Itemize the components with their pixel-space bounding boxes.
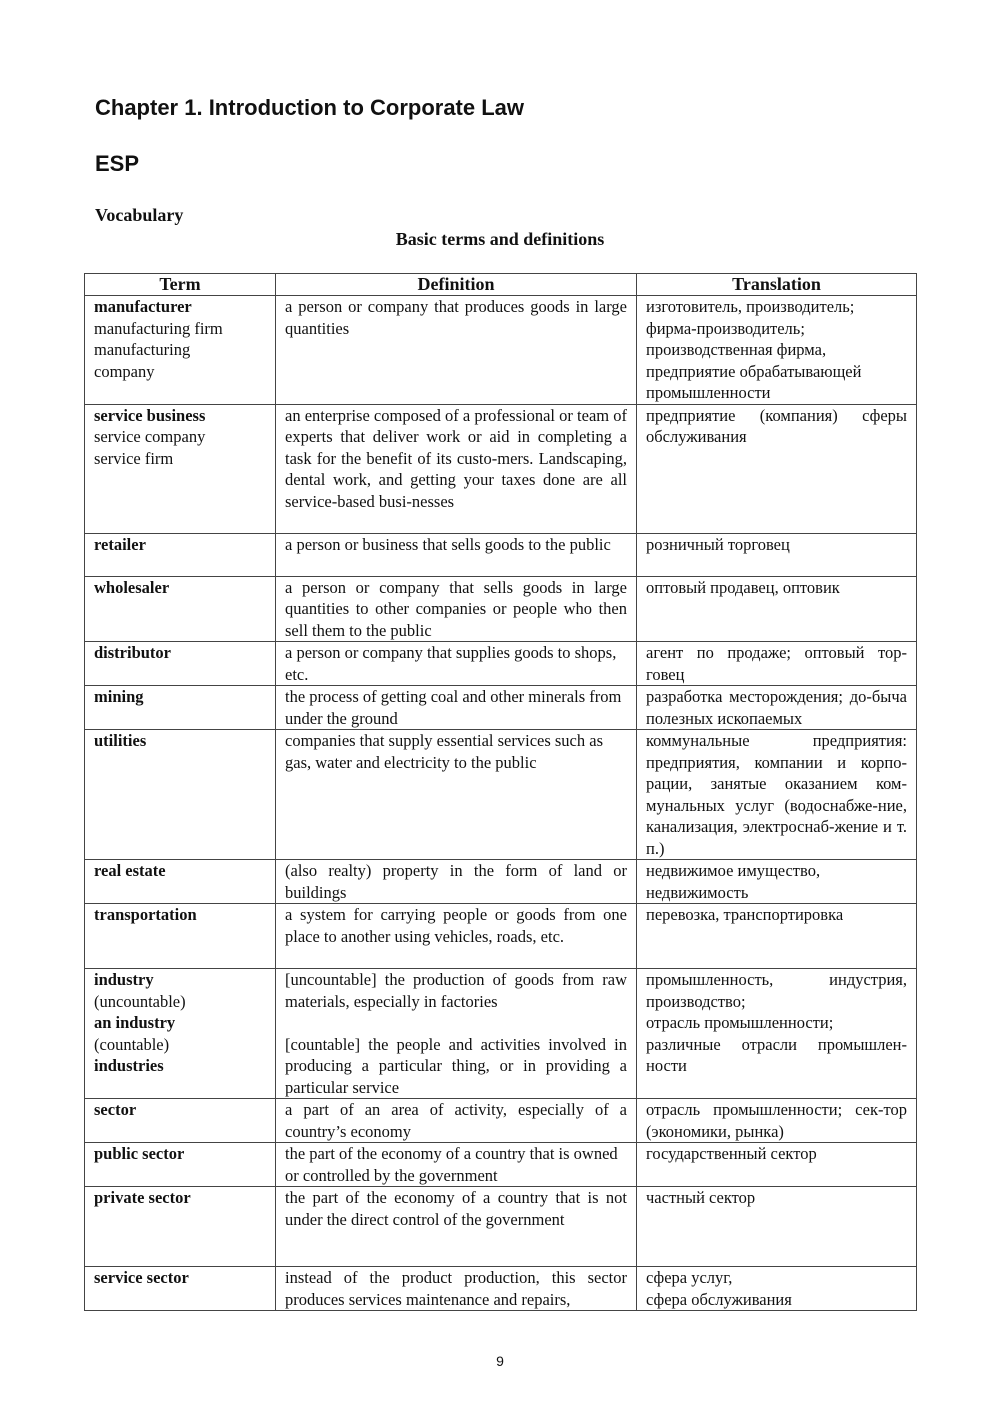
term: retailer xyxy=(94,534,146,554)
term-cell xyxy=(85,576,276,642)
translation-cell xyxy=(637,1143,917,1187)
translation-cell xyxy=(637,730,917,860)
definition-cell xyxy=(276,533,637,576)
term-cell xyxy=(85,1099,276,1143)
term-variant: service company xyxy=(94,427,206,446)
term-variant: manufacturing firm xyxy=(94,318,223,338)
term-cell xyxy=(85,1187,276,1267)
table-row xyxy=(85,969,917,1099)
translation-cell xyxy=(637,686,917,730)
definition-text: [countable] the people and activities involved in producing a particular thing, or in providing a particular service xyxy=(285,1034,627,1097)
definition-spacer xyxy=(285,1012,627,1034)
definition-text: a person or company that sells goods in large quantities to other companies or people who then sell them to the public xyxy=(285,577,627,640)
definition-text: a system for carrying people or goods from one place to another using vehicles, roads, etc. xyxy=(285,905,627,946)
term: distributor xyxy=(94,643,172,662)
term-cell xyxy=(85,1143,276,1187)
table-row xyxy=(85,404,917,533)
term: manufacturer xyxy=(94,297,192,316)
term-cell xyxy=(85,642,276,686)
section-heading: ESP xyxy=(95,151,140,176)
table-row xyxy=(85,904,917,969)
definition-cell xyxy=(276,404,637,533)
definition-cell xyxy=(276,1267,637,1311)
term-cell xyxy=(85,686,276,730)
term-cell xyxy=(85,969,276,1099)
term: sector xyxy=(94,1100,137,1119)
translation-cell xyxy=(637,904,917,969)
header-definition: Definition xyxy=(276,274,637,296)
table-row xyxy=(85,1267,917,1311)
subsection-heading: Vocabulary xyxy=(95,205,184,225)
definition-cell xyxy=(276,296,637,405)
term: real estate xyxy=(94,861,166,880)
definition-text: a person or company that supplies goods to shops, etc. xyxy=(285,643,617,684)
translation-text: перевозка, транспортировка xyxy=(646,905,844,924)
term-variant: manufacturing xyxy=(94,340,191,359)
translation-text: агент по продаже; оптовый тор-говец xyxy=(646,643,907,684)
definition-text: companies that supply essential services such as gas, water and electricity to the public xyxy=(285,731,604,772)
definition-text: the process of getting coal and other minerals from under the ground xyxy=(285,687,622,728)
table-row xyxy=(85,296,917,405)
translation-text: изготовитель, производитель; фирма-производитель; производственная фирма, предприятие обрабатывающей промышленности xyxy=(646,297,862,402)
translation-text: сфера услуг, xyxy=(646,1268,733,1287)
term: industries xyxy=(94,1056,164,1075)
table-row xyxy=(85,642,917,686)
term-cell xyxy=(85,860,276,904)
definition-cell xyxy=(276,904,637,969)
term: wholesaler xyxy=(94,577,170,597)
definition-text: an enterprise composed of a professional or team of experts that deliver work or aid in completing a task for the benefit of its custo-mers. Landscaping, dental work, and getting your taxes done are all service-based busi-nesses xyxy=(285,405,627,511)
definition-text: (also realty) property in the form of land or buildings xyxy=(285,861,627,902)
chapter-title: Chapter 1. Introduction to Corporate Law xyxy=(95,95,525,120)
table-row xyxy=(85,576,917,642)
term: industry xyxy=(94,970,154,989)
definition-text: a part of an area of activity, especially of a country’s economy xyxy=(285,1100,627,1141)
definition-cell xyxy=(276,1187,637,1267)
term-cell xyxy=(85,533,276,576)
term-cell xyxy=(85,404,276,533)
term-note: (uncountable) xyxy=(94,991,186,1011)
translation-cell xyxy=(637,1267,917,1311)
definition-cell xyxy=(276,1143,637,1187)
term: service business xyxy=(94,405,206,425)
term: utilities xyxy=(94,731,147,750)
translation-text: отрасль промышленности; сек-тор (экономики, рынка) xyxy=(646,1100,907,1141)
translation-text: предприятие (компания) сферы обслуживания xyxy=(646,405,907,446)
definition-cell xyxy=(276,642,637,686)
translation-cell xyxy=(637,860,917,904)
translation-cell xyxy=(637,404,917,533)
definition-text: a person or business that sells goods to the public xyxy=(285,534,611,554)
table-caption: Basic terms and definitions xyxy=(395,229,605,249)
table-row xyxy=(85,730,917,860)
translation-cell xyxy=(637,969,917,1099)
table-row xyxy=(85,1187,917,1267)
definition-cell xyxy=(276,730,637,860)
term: an industry xyxy=(94,1013,176,1032)
translation-text: частный сектор xyxy=(646,1188,756,1207)
header-translation: Translation xyxy=(637,274,917,296)
translation-text: различные отрасли промышлен-ности xyxy=(646,1034,907,1075)
translation-text: разработка месторождения; до-быча полезных ископаемых xyxy=(646,687,907,728)
term: private sector xyxy=(94,1188,191,1207)
term: mining xyxy=(94,687,144,706)
term-variant: company xyxy=(94,361,155,381)
term-cell xyxy=(85,1267,276,1311)
definition-text: a person or company that produces goods in large quantities xyxy=(285,297,627,338)
translation-text: государственный сектор xyxy=(646,1144,817,1163)
translation-text: сфера обслуживания xyxy=(646,1289,792,1309)
table-row xyxy=(85,860,917,904)
translation-cell xyxy=(637,1099,917,1143)
translation-text: недвижимое имущество, недвижимость xyxy=(646,861,821,902)
table-row xyxy=(85,1099,917,1143)
term-note: (countable) xyxy=(94,1034,170,1054)
translation-cell xyxy=(637,533,917,576)
translation-cell xyxy=(637,642,917,686)
definition-cell xyxy=(276,576,637,642)
vocabulary-table xyxy=(84,273,917,1311)
definition-cell xyxy=(276,969,637,1099)
header-term: Term xyxy=(85,274,276,296)
definition-text: instead of the product production, this sector produces services maintenance and repairs, xyxy=(285,1268,627,1309)
translation-text: коммунальные предприятия: предприятия, компании и корпо-рации, занятые оказанием ком-мунальных услуг (водоснабже-ние, канализация, электроснаб-жение и т. п.) xyxy=(646,731,907,858)
translation-text: промышленность, индустрия, производство; xyxy=(646,970,907,1011)
term-cell xyxy=(85,730,276,860)
term: public sector xyxy=(94,1144,185,1163)
definition-cell xyxy=(276,1099,637,1143)
term-cell xyxy=(85,904,276,969)
table-row xyxy=(85,533,917,576)
translation-cell xyxy=(637,296,917,405)
table-row xyxy=(85,686,917,730)
definition-text: the part of the economy of a country that is not under the direct control of the government xyxy=(285,1188,627,1229)
term-cell xyxy=(85,296,276,405)
definition-text: [uncountable] the production of goods from raw materials, especially in factories xyxy=(285,970,627,1011)
definition-cell xyxy=(276,860,637,904)
table-header-row xyxy=(85,274,917,296)
definition-text: the part of the economy of a country that is owned or controlled by the government xyxy=(285,1144,618,1185)
term-variant: service firm xyxy=(94,448,174,468)
term: transportation xyxy=(94,905,197,924)
definition-cell xyxy=(276,686,637,730)
translation-cell xyxy=(637,1187,917,1267)
translation-text: оптовый продавец, оптовик xyxy=(646,577,840,597)
translation-text: отрасль промышленности; xyxy=(646,1013,834,1032)
term: service sector xyxy=(94,1268,189,1287)
translation-text: розничный торговец xyxy=(646,534,790,554)
page-number: 9 xyxy=(496,1353,504,1369)
table-row xyxy=(85,1143,917,1187)
translation-cell xyxy=(637,576,917,642)
